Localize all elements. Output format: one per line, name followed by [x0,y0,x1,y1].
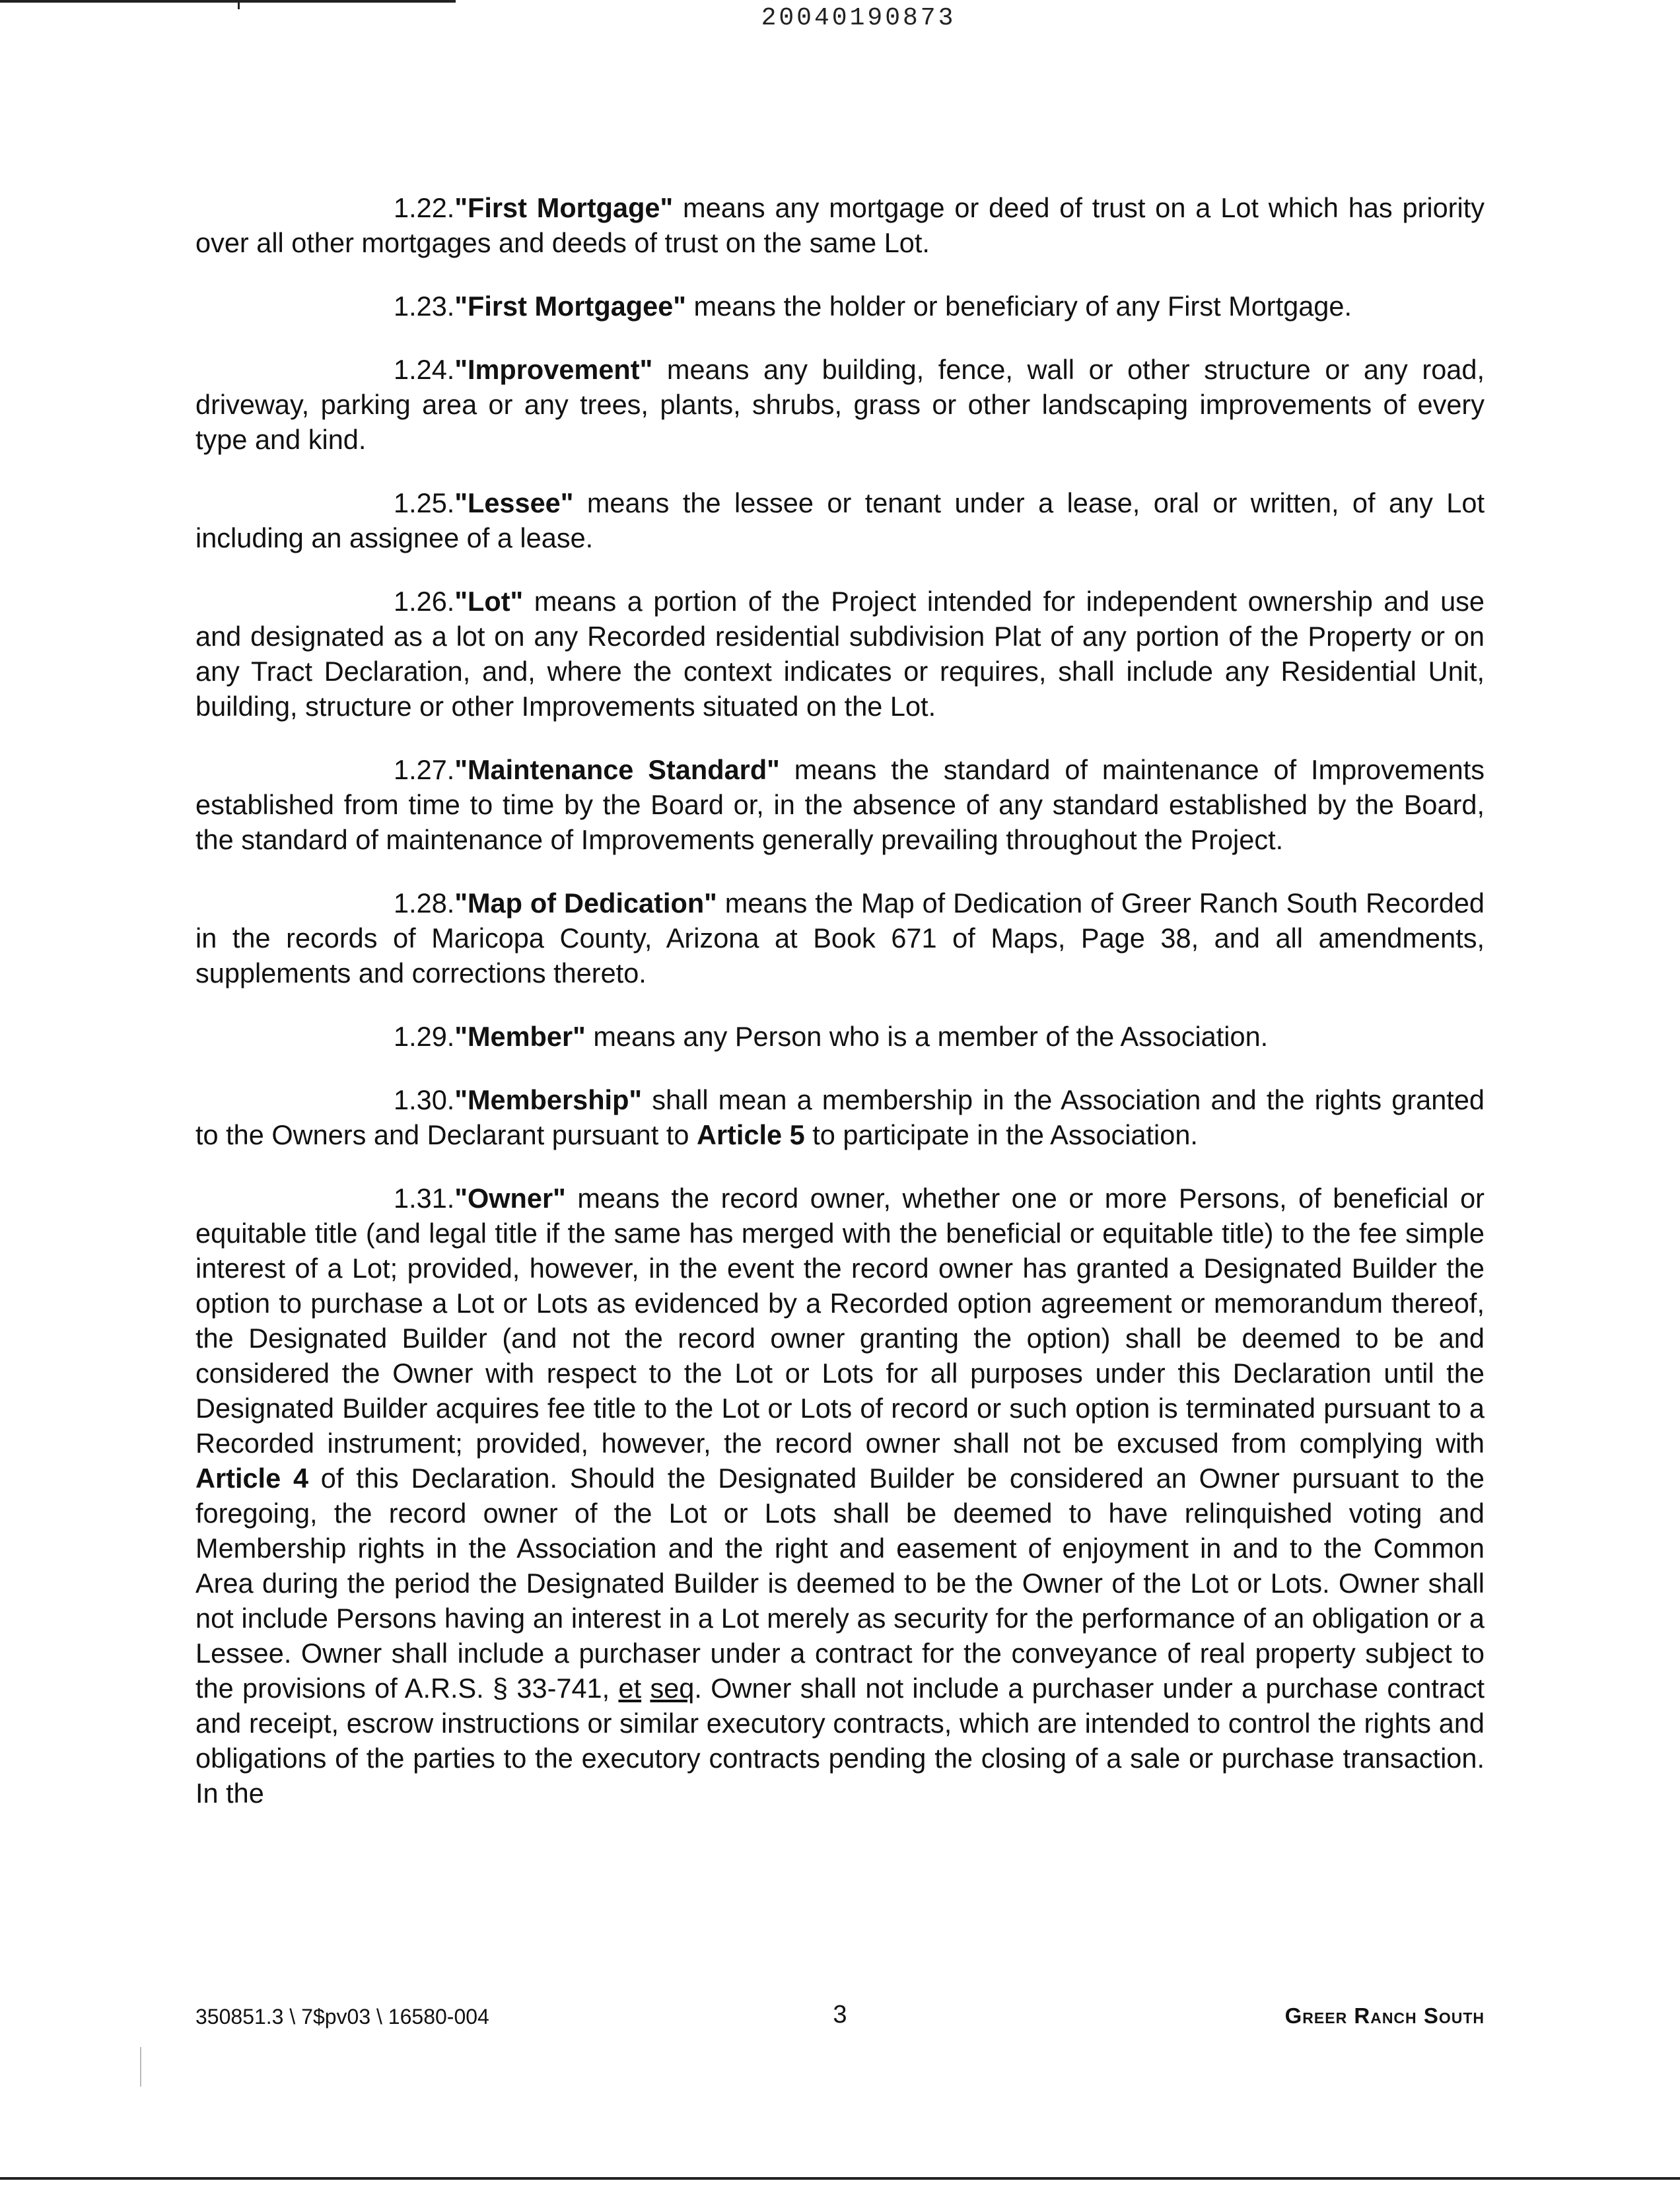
defined-term: "Maintenance Standard" [454,754,780,785]
et-seq-seq: seq [650,1673,695,1704]
top-rule [0,0,456,3]
definition-text: of this Declaration. Should the Designated Builder be considered an Owner pursuant to the foregoing, the record owner of the Lot or Lots shall be deemed to have relinquished voting and Membership rights in the Association and the right and easement of enjoyment in and to the Common Area during the period the Designated Builder is deemed to be the Owner of the Lot or Lots. Owner shall not include Persons having an interest in a Lot merely as security for the performance of an obligation or a Lessee. Owner shall include a purchaser under a contract for the conveyance of real property subject to the provisions of A.R.S. § 33-741, [195,1463,1485,1704]
section-1-23 [195,289,1485,324]
definition-text: means any building, fence, wall or other structure or any road, driveway, parking area or any trees, plants, shrubs, grass or other landscaping improvements of every type and kind. [195,354,1485,455]
defined-term: "Map of Dedication" [454,887,717,919]
defined-term: "Improvement" [454,354,653,385]
definition-text: means a portion of the Project intended for independent ownership and use and designated as a lot on any Recorded residential subdivision Plat of any portion of the Property or on any Tract Declaration, and, where the context indicates or requires, shall include any Residential Unit, building, structure or other Improvements situated on the Lot. [195,586,1485,722]
defined-term: "First Mortgagee" [454,291,686,322]
definition-text: means the Map of Dedication of Greer Ranch South Recorded in the records of Maricopa County, Arizona at Book 671 of Maps, Page 38, and all amendments, supplements and corrections thereto. [195,887,1485,989]
defined-term: "Lot" [454,586,524,617]
definition-text: means any Person who is a member of the Association. [585,1021,1269,1052]
definition-text: shall mean a membership in the Association and the rights granted to the Owners and Declarant pursuant to [195,1084,1485,1150]
section-number: 1.23. [394,291,455,322]
page-footer [195,2001,1485,2034]
project-name [1285,2003,1485,2029]
section-1-29 [195,1019,1485,1054]
section-number: 1.30. [394,1084,455,1115]
section-number: 1.26. [394,586,455,617]
section-number: 1.24. [394,354,455,385]
et-seq-et: et [618,1673,642,1704]
top-tick [238,3,240,9]
section-1-30 [195,1082,1485,1152]
page-number: 3 [833,2001,847,2029]
section-1-22 [195,190,1485,260]
section-1-25 [195,485,1485,555]
section-number: 1.22. [394,192,455,223]
definition-text: means the lessee or tenant under a lease, oral or written, of any Lot including an assignee of a lease. [195,487,1485,553]
definition-text: means the standard of maintenance of Improvements established from time to time by the Board or, in the absence of any standard established by the Board, the standard of maintenance of Improvements generally prevailing throughout the Project. [195,754,1485,855]
recording-number: 20040190873 [761,4,956,32]
definition-text: to participate in the Association. [804,1119,1198,1150]
section-number: 1.31. [394,1183,455,1214]
definition-text: . Owner shall not include a purchaser under a purchase contract and receipt, escrow instructions or similar executory contracts, which are intended to control the rights and obligations of the parties to the executory contracts pending the closing of a sale or purchase transaction. In the [195,1673,1485,1809]
section-number: 1.25. [394,487,455,518]
bottom-rule [0,2177,1680,2180]
section-1-28 [195,885,1485,990]
defined-term: "Member" [454,1021,586,1052]
defined-term: "Membership" [454,1084,643,1115]
definition-text: means the holder or beneficiary of any First Mortgage. [685,291,1352,322]
definition-text: means the record owner, whether one or more Persons, of beneficial or equitable title (and legal title if the same has merged with the beneficial or equitable title) to the fee simple interest of a Lot; provided, however, in the event the record owner has granted a Designated Builder the option to purchase a Lot or Lots as evidenced by a Recorded option agreement or memorandum thereof, the Designated Builder (and not the record owner granting the option) shall be deemed to be and considered the Owner with respect to the Lot or Lots for all purposes under this Declaration until the Designated Builder acquires fee title to the Lot or Lots of record or such option is terminated pursuant to a Recorded instrument; provided, however, the record owner shall not be excused from complying with [195,1183,1485,1459]
section-number: 1.27. [394,754,455,785]
section-number: 1.28. [394,887,455,919]
article-reference: Article 4 [195,1463,309,1494]
section-1-31 [195,1181,1485,1811]
defined-term: "Owner" [454,1183,566,1214]
document-body [195,190,1485,1839]
definition-text: means any mortgage or deed of trust on a Lot which has priority over all other mortgages and deeds of trust on the same Lot. [195,192,1485,258]
article-reference: Article 5 [696,1119,805,1150]
project-name-text: Greer Ranch South [1284,2003,1485,2028]
document-id: 350851.3 \ 7$pv03 \ 16580-004 [195,2005,489,2029]
defined-term: "Lessee" [454,487,574,518]
section-number: 1.29. [394,1021,455,1052]
section-1-27 [195,752,1485,857]
section-1-24 [195,352,1485,457]
scan-mark [140,2047,141,2087]
section-1-26 [195,584,1485,724]
defined-term: "First Mortgage" [454,192,674,223]
